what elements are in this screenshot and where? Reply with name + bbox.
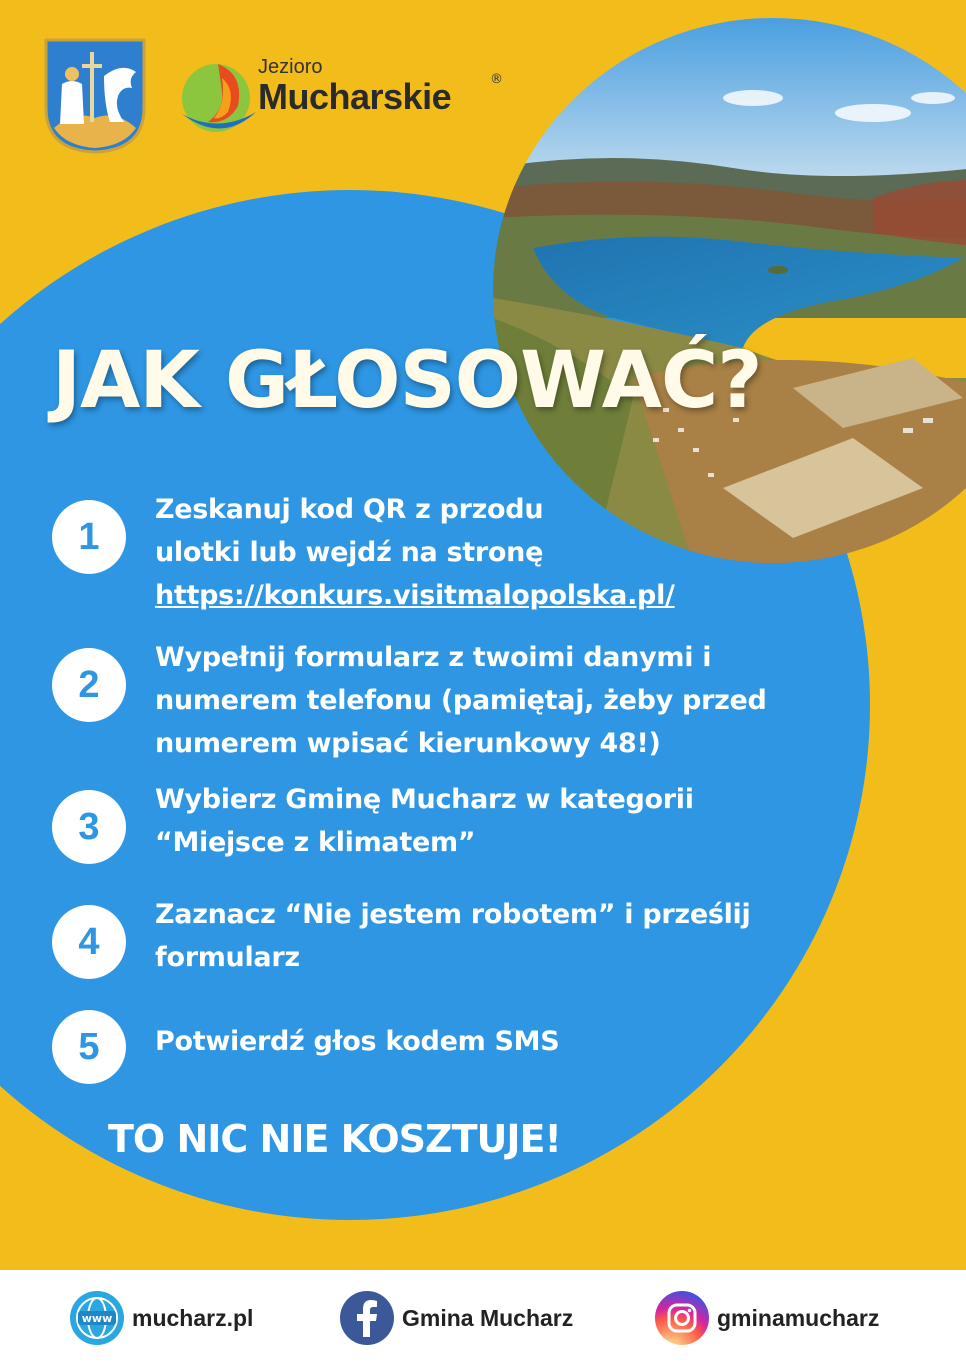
facebook-icon: [340, 1291, 394, 1345]
step-number-badge: 1: [52, 500, 126, 574]
step-line: Wypełnij formularz z twoimi danymi i: [155, 642, 712, 673]
www-globe-icon: [70, 1291, 124, 1345]
jezioro-mucharskie-logo: [178, 54, 508, 134]
instagram-icon: [655, 1291, 709, 1345]
step-number-badge: 2: [52, 648, 126, 722]
footer-bar: [0, 1270, 966, 1367]
coat-of-arms: [44, 38, 146, 154]
step-line: numerem telefonu (pamiętaj, żeby przed: [155, 685, 767, 716]
www-badge-text: www: [81, 1312, 113, 1325]
step-line: “Miejsce z klimatem”: [155, 827, 476, 858]
instagram-label: gminamucharz: [717, 1304, 880, 1331]
step-text: [155, 893, 855, 979]
step-number-badge: 4: [52, 905, 126, 979]
logo-main-text: Mucharskie: [258, 76, 452, 117]
step-text: [155, 488, 855, 617]
facebook-label: Gmina Mucharz: [402, 1304, 574, 1331]
step-line: Wybierz Gminę Mucharz w kategorii: [155, 784, 694, 815]
step-text: [155, 778, 855, 864]
step-text: [155, 636, 855, 765]
step-number-badge: 3: [52, 790, 126, 864]
step-number-badge: 5: [52, 1010, 126, 1084]
footer-instagram[interactable]: [655, 1290, 879, 1346]
step-line: numerem wpisać kierunkowy 48!): [155, 728, 661, 759]
step-line: Zeskanuj kod QR z przodu: [155, 494, 544, 525]
step-text: [155, 1020, 855, 1063]
logo-small-text: Jezioro: [258, 56, 323, 78]
step-line: Zaznacz “Nie jestem robotem” i prześlij: [155, 899, 751, 930]
free-of-charge-note: TO NIC NIE KOSZTUJE!: [108, 1117, 561, 1161]
step-line: ulotki lub wejdź na stronę: [155, 537, 544, 568]
contest-link[interactable]: https://konkurs.visitmalopolska.pl/: [155, 580, 675, 611]
step-line: Potwierdź głos kodem SMS: [155, 1026, 560, 1057]
page-title: JAK GŁOSOWAĆ?: [52, 336, 762, 426]
registered-mark: ®: [490, 72, 503, 87]
step-line: formularz: [155, 942, 300, 973]
footer-website[interactable]: [70, 1290, 253, 1346]
website-label: mucharz.pl: [132, 1304, 254, 1331]
footer-facebook[interactable]: [340, 1290, 573, 1346]
